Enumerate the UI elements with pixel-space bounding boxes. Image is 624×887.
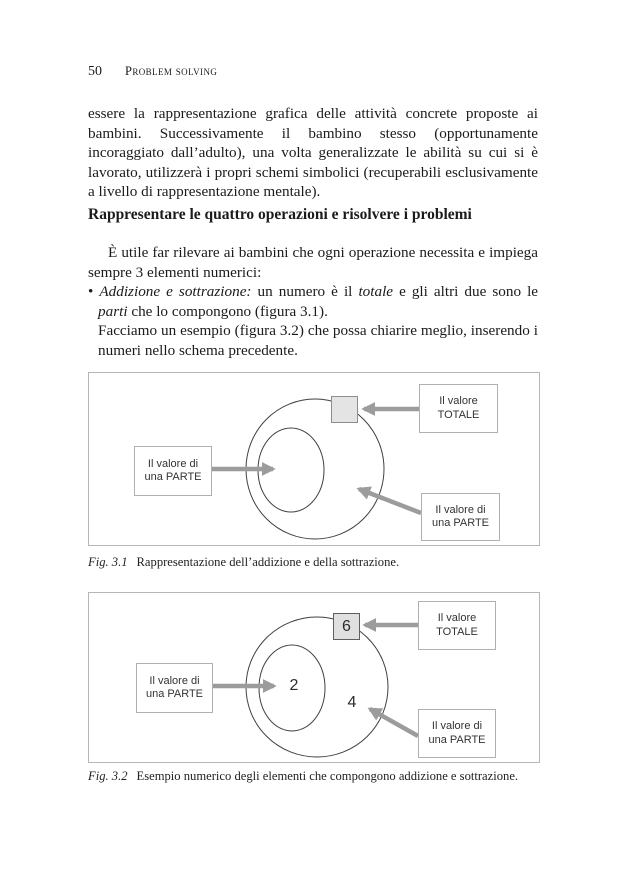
page-number: 50 xyxy=(88,64,102,79)
totale-italic: totale xyxy=(358,283,394,301)
parte-left-label-box xyxy=(134,446,212,496)
parte-right-label-box xyxy=(418,709,496,758)
parte-right-label-box xyxy=(421,493,500,541)
totale-label-box xyxy=(419,384,498,433)
running-header xyxy=(88,62,538,80)
parte-left-label-box xyxy=(136,663,213,713)
total-value: 6 xyxy=(342,617,351,635)
bullet-item xyxy=(88,282,538,321)
total-square xyxy=(333,613,360,640)
bullet-marker: • xyxy=(88,283,94,301)
totale-label-box xyxy=(418,601,496,650)
arrow-parte-right xyxy=(359,489,421,513)
label-line: Il valore xyxy=(437,612,477,624)
caption-text: Rappresentazione dell’addizione e della sottrazione. xyxy=(136,555,400,569)
figure-3-2-caption xyxy=(88,769,538,784)
caption-text: Esempio numerico degli elementi che compongono addizione e sottrazione. xyxy=(136,769,519,783)
running-head-title: Problem solving xyxy=(125,64,218,78)
label-line: Il valore di xyxy=(431,720,483,732)
label-line: Il valore di xyxy=(435,503,486,516)
bullet-text: un numero è il xyxy=(251,283,359,301)
paragraph-intro: essere la rappresentazione grafica delle attività concrete proposte ai bambini. Successivamente il bambino stesso (opportunamente incoraggiato dall’adulto), una volta generalizzate le abilità su cui si è lavorato, utilizzerà i propri schemi simbolici (recuperabili esclusivamente a livello di rappresentazione mentale). xyxy=(88,105,538,201)
paragraph-example: Facciamo un esempio (figura 3.2) che possa chiarire meglio, inserendo i numeri nello schema precedente. xyxy=(98,322,538,359)
label-line: Il valore xyxy=(439,395,478,407)
section-heading: Rappresentare le quattro operazioni e risolvere i problemi xyxy=(88,206,472,223)
parti-italic: parti xyxy=(98,302,128,320)
bullet-text: che lo compongono (figura 3.1). xyxy=(127,302,328,320)
label-line: Il valore di xyxy=(147,457,199,470)
figure-3-1-caption xyxy=(88,555,538,570)
bullet-text: e gli altri due sono le xyxy=(393,283,539,301)
label-line: TOTALE xyxy=(436,625,478,638)
arrow-parte-right xyxy=(370,709,418,736)
caption-label: Fig. 3.2 xyxy=(88,769,128,783)
label-line: una PARTE xyxy=(144,471,202,483)
label-line: Il valore di xyxy=(149,674,200,687)
caption-label: Fig. 3.1 xyxy=(88,555,128,569)
paragraph-elements: È utile far rilevare ai bambini che ogni operazione necessita e impiega sempre 3 elementi numerici: xyxy=(88,244,538,281)
label-line: una PARTE xyxy=(431,517,490,529)
inner-part-value: 2 xyxy=(289,677,299,694)
body-text-block xyxy=(88,243,538,361)
figure-3-1-frame xyxy=(88,372,540,546)
label-line: una PARTE xyxy=(145,688,204,700)
label-line: TOTALE xyxy=(437,408,480,421)
outer-part-value: 4 xyxy=(347,694,357,711)
total-square xyxy=(331,396,358,423)
figure-3-2-frame xyxy=(88,592,540,763)
label-line: una PARTE xyxy=(428,733,486,746)
bullet-lead-italic: Addizione e sottrazione: xyxy=(99,283,252,301)
